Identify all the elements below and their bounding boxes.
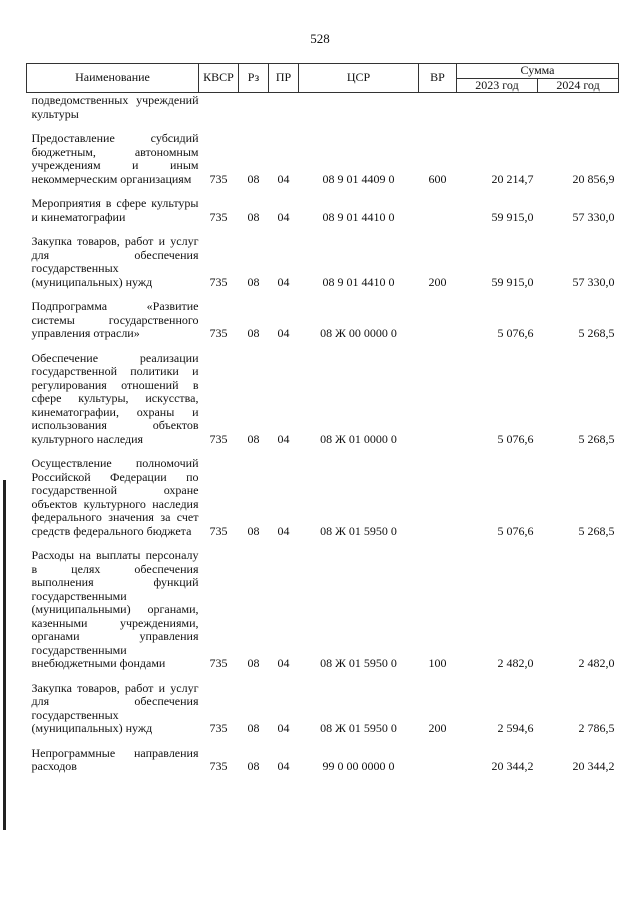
row-kvsr: 735 [209, 759, 228, 773]
row-kvsr: 735 [209, 721, 228, 735]
table-row [27, 123, 619, 188]
row-2023: 20 344,2 [491, 759, 534, 773]
row-pr: 04 [277, 656, 290, 670]
row-vr [419, 291, 457, 343]
row-kvsr: 735 [209, 171, 228, 186]
budget-table [26, 63, 619, 776]
table-row [27, 673, 619, 738]
row-vr: 600 [428, 171, 447, 186]
row-rz: 08 [247, 326, 260, 340]
row-2023: 59 915,0 [491, 209, 534, 224]
row-name: подведомственных учреждений культуры [31, 93, 199, 121]
row-2024 [538, 93, 619, 124]
row-rz: 08 [247, 171, 260, 186]
row-pr: 04 [277, 721, 290, 735]
row-2023: 5 076,6 [497, 431, 534, 446]
row-2024: 5 268,5 [578, 523, 615, 538]
row-csr: 08 Ж 01 0000 0 [320, 431, 397, 446]
row-name: Непрограммные направления расходов [31, 745, 199, 773]
row-rz: 08 [247, 759, 260, 773]
row-2023 [457, 93, 538, 124]
row-csr: 08 Ж 00 0000 0 [320, 326, 397, 340]
row-name: Мероприятия в сфере культуры и кинематографии [31, 196, 199, 224]
row-csr [299, 93, 419, 124]
row-csr: 08 Ж 01 5950 0 [320, 523, 397, 538]
row-rz: 08 [247, 656, 260, 670]
row-kvsr: 735 [209, 656, 228, 670]
table-row [27, 93, 619, 124]
row-2024: 57 330,0 [572, 209, 615, 224]
row-name: Закупка товаров, работ и услуг для обеспечения государственных (муниципальных) нужд [31, 680, 199, 735]
header-name: Наименование [27, 64, 199, 93]
row-vr [419, 343, 457, 449]
header-2023: 2023 год [457, 78, 538, 93]
row-vr [419, 93, 457, 124]
row-name: Предоставление субсидий бюджетным, автономным учреждениям и иным некоммерческим организациям [31, 131, 199, 186]
row-pr: 04 [277, 326, 290, 340]
row-rz: 08 [247, 431, 260, 446]
header-vr: ВР [419, 64, 457, 93]
row-kvsr [199, 93, 239, 124]
row-pr: 04 [277, 431, 290, 446]
table-row [27, 738, 619, 776]
row-2023: 5 076,6 [497, 326, 534, 340]
row-2023: 2 482,0 [497, 656, 534, 670]
row-kvsr: 735 [209, 523, 228, 538]
row-vr: 100 [428, 656, 447, 670]
row-csr: 08 9 01 4410 0 [322, 209, 395, 224]
table-row [27, 540, 619, 673]
header-kvsr: КВСР [199, 64, 239, 93]
row-rz [239, 93, 269, 124]
header-pr: ПР [269, 64, 299, 93]
row-pr: 04 [277, 274, 290, 289]
row-csr: 08 Ж 01 5950 0 [320, 656, 397, 670]
row-kvsr: 735 [209, 431, 228, 446]
row-rz: 08 [247, 209, 260, 224]
row-csr: 99 0 00 0000 0 [322, 759, 395, 773]
row-2024: 20 344,2 [572, 759, 615, 773]
row-rz: 08 [247, 523, 260, 538]
header-rz: Рз [239, 64, 269, 93]
row-vr [419, 448, 457, 540]
table-row [27, 188, 619, 226]
table-header [27, 64, 619, 93]
row-csr: 08 Ж 01 5950 0 [320, 721, 397, 735]
row-2024: 5 268,5 [578, 431, 615, 446]
row-2023: 2 594,6 [497, 721, 534, 735]
row-csr: 08 9 01 4410 0 [322, 274, 395, 289]
header-2024: 2024 год [538, 78, 619, 93]
row-2023: 20 214,7 [491, 171, 534, 186]
table-row [27, 343, 619, 449]
row-name: Подпрограмма «Развитие системы государственного управления отрасли» [31, 299, 199, 340]
row-pr: 04 [277, 759, 290, 773]
row-2024: 2 482,0 [578, 656, 615, 670]
row-name: Осуществление полномочий Российской Федерации по государственной охране объектов культурного наследия федерального значения за счет средств федерального бюджета [31, 456, 199, 538]
row-vr [419, 738, 457, 776]
row-vr: 200 [428, 721, 447, 735]
page-number: 528 [310, 31, 330, 46]
header-sum: Сумма [457, 64, 619, 79]
row-vr: 200 [428, 274, 447, 289]
row-pr: 04 [277, 523, 290, 538]
row-2023: 59 915,0 [491, 274, 534, 289]
table-body [27, 93, 619, 776]
row-rz: 08 [247, 721, 260, 735]
row-2024: 20 856,9 [572, 171, 615, 186]
table-row [27, 448, 619, 540]
row-name: Обеспечение реализации государственной политики и регулирования отношений в сфере культуры, искусства, кинематографии, охраны и использования объектов культурного наследия [31, 350, 199, 446]
row-rz: 08 [247, 274, 260, 289]
row-2023: 5 076,6 [497, 523, 534, 538]
row-pr: 04 [277, 209, 290, 224]
row-name: Расходы на выплаты персоналу в целях обеспечения выполнения функций государственными (муниципальными) органами, казенными учреждениями, органами управления государственными внебюджетными фондами [31, 548, 199, 670]
row-2024: 57 330,0 [572, 274, 615, 289]
table-row [27, 291, 619, 343]
row-2024: 2 786,5 [578, 721, 615, 735]
row-vr [419, 188, 457, 226]
header-csr: ЦСР [299, 64, 419, 93]
row-pr: 04 [277, 171, 290, 186]
table-row [27, 226, 619, 291]
row-csr: 08 9 01 4409 0 [322, 171, 395, 186]
row-kvsr: 735 [209, 274, 228, 289]
scan-margin-line [3, 480, 6, 830]
row-pr [269, 93, 299, 124]
row-kvsr: 735 [209, 209, 228, 224]
row-kvsr: 735 [209, 326, 228, 340]
row-name: Закупка товаров, работ и услуг для обеспечения государственных (муниципальных) нужд [31, 234, 199, 289]
row-2024: 5 268,5 [578, 326, 615, 340]
